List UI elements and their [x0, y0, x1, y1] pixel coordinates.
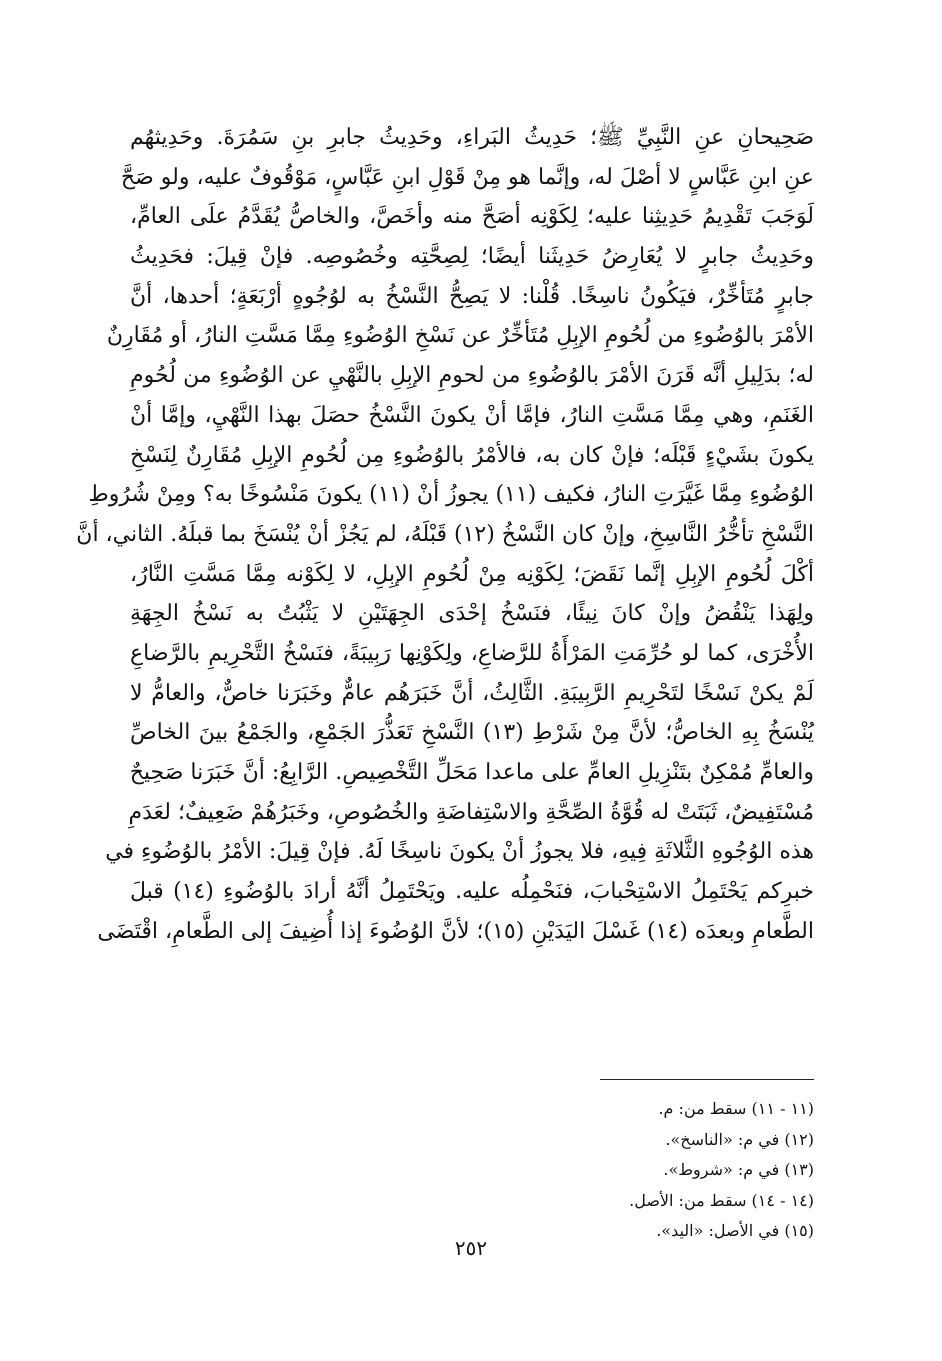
- text-line: عنِ ابنِ عَبَّاسٍ لا أصْلَ له، وإنَّما هو مِنْ قَوْلِ ابنِ عَبَّاسٍ، مَوْقُوفٌ عليه، ولو صَحَّ: [120, 164, 814, 190]
- text-line: وحَدِيثُ جابرٍ لا يُعَارِضُ حَدِيثَنا أيضًا؛ لِصِحَّتِه وخُصُوصِه. فإنْ قِيلَ: فحَدِيثُ: [130, 244, 814, 270]
- footnote: (١٥) في الأصل: «اليد».: [656, 1221, 814, 1240]
- footnote: (١٣) في م: «شروط».: [663, 1160, 814, 1179]
- footnote: (١٤ - ١٤) سقط من: الأصل.: [629, 1190, 814, 1210]
- footnotes-block: [380, 1094, 814, 1247]
- text-line: لَوَجَبَ تَقْدِيمُ حَدِيثِنا عليه؛ لِكَوْنِه أصَحَّ منه وأخَصَّ، والخاصُّ يُقَدَّمُ علَى العامِّ،: [130, 204, 815, 230]
- text-line: هذه الوُجُوهِ الثَّلاثَةِ فِيهِ، فلا يجوزُ أنْ يكونَ ناسِخًا لَهُ. فإنْ قِيلَ: الأمْرُ بالوُضُوءِ في: [105, 839, 814, 865]
- text-line: الوُضُوءِ مِمَّا غَيَّرَتِ النارُ، فكيف (١١) يجوزُ أنْ (١١) يكونَ مَنْسُوخًا به؟ ومِنْ شُرُوطِ: [88, 482, 814, 508]
- text-line: له؛ بدَلِيلِ أنَّه قَرَنَ الأمْرَ بالوُضُوءِ من لحومِ الإبِلِ بالنَّهْيِ عن الوُضُوءِ من لُحُومِ: [130, 363, 814, 389]
- text-line: ولِهَذا يَنْقُضُ وإنْ كانَ نِيئًا، فنَسْخُ إحْدَى الجِهَتَيْنِ لا يَثْبُتُ به نَسْخُ الجِهَةِ: [130, 601, 814, 627]
- footnote-divider: [600, 1079, 814, 1080]
- text-line: جابرٍ مُتَأخِّرٌ، فيَكُونُ ناسِخًا. قُلْنا: لا يَصِحُّ النَّسْخُ به لوُجُوهٍ أرْبَعَةٍ؛ أحدها، أنَّ: [130, 283, 814, 309]
- page-number: ٢٥٢: [454, 1236, 488, 1260]
- text-line: أكْلَ لُحُومِ الإبِلِ إنَّما نَقَضَ؛ لِكَوْنِه مِنْ لُحُومِ الإبِلِ، لا لِكَوْنه مِمَّا مَسَّتِ النَّارُ،: [130, 561, 814, 587]
- text-line: الطَّعامِ وبعدَه (١٤) غَسْلَ اليَدَيْنِ (١٥)؛ لأنَّ الوُضُوءَ إذا أُضِيفَ إلى الطَّعامِ، اقْتَضَى: [97, 918, 814, 944]
- text-line: يكونَ بشَيْءٍ قَبْلَه؛ فإنْ كان به، فالأمْرُ بالوُضُوءِ مِن لُحُومِ الإبِلِ مُقَارِنٌ لِنَسْخِ: [130, 442, 814, 468]
- text-line: يُنْسَخُ بِهِ الخاصُّ؛ لأنَّ مِنْ شَرْطِ (١٣) النَّسْخِ تَعَذُّرَ الجَمْعِ، والجَمْعُ بينَ الخاصِّ: [130, 720, 815, 746]
- text-line: خبرِكم يَحْتَمِلُ الاسْتِحْبابَ، فنَحْمِلُه عليه. ويَحْتَمِلُ أنَّهُ أرادَ بالوُضُوءِ (١٤) قبلَ: [130, 879, 814, 905]
- text-line: النَّسْخِ تأخُّرُ النَّاسِخِ، وإنْ كان النَّسْخُ (١٢) قَبْلَهُ، لم يَجُزْ أنْ يُنْسَخَ بما قبلَهُ. الثاني، أنَّ: [76, 521, 814, 547]
- text-line: لَمْ يكنْ نَسْخًا لتَحْرِيمِ الرَّبِيبَةِ. الثَّالِثُ، أنَّ خَبَرَهُم عامٌّ وخَبَرَنا خاصٌّ، والعامُّ لا: [130, 680, 814, 706]
- text-line: صَحِيحانِ عنِ النَّبِيِّ ﷺ؛ حَدِيثُ البَراءِ، وحَدِيثُ جابرِ بنِ سَمُرَةَ. وحَدِيثهُم: [130, 125, 814, 150]
- text-line: الغَنَمِ، وهي مِمَّا مَسَّتِ النارُ، فإمَّا أنْ يكونَ النَّسْخُ حصَلَ بهذا النَّهْيِ، وإمَّا أنْ: [130, 402, 814, 428]
- main-text-block: [76, 118, 815, 951]
- footnote: (١٢) في م: «الناسخ».: [665, 1129, 814, 1149]
- footnote: (١١ - ١١) سقط من: م.: [658, 1099, 814, 1118]
- text-line: الأُخْرَى، كما لو حُرِّمَتِ المَرْأَةُ للرَّضاعِ، ولِكَوْنِها رَبِيبَةً، فنَسْخُ التَّحْرِيمِ بالرَّضاعِ: [130, 640, 814, 666]
- text-line: مُسْتَفِيضٌ، ثَبَتَتْ له قُوَّةُ الصِّحَّةِ والاسْتِفاضَةِ والخُصُوصِ، وخَبَرُهُمْ ضَعِيفٌ؛ لعَدَمِ: [128, 799, 814, 825]
- text-line: والعامِّ مُمْكِنٌ بتَنْزِيلِ العامِّ على ماعدا مَحَلِّ التَّخْصِيصِ. الرَّابِعُ: أنَّ خَبَرَنا صَحِيحٌ: [129, 760, 814, 785]
- text-line: الأمْرَ بالوُضُوءِ من لُحُومِ الإبِلِ مُتَأخِّرٌ عن نَسْخِ الوُضُوءِ مِمَّا مَسَّتِ النارُ، أو مُقَارِنٌ: [106, 323, 814, 349]
